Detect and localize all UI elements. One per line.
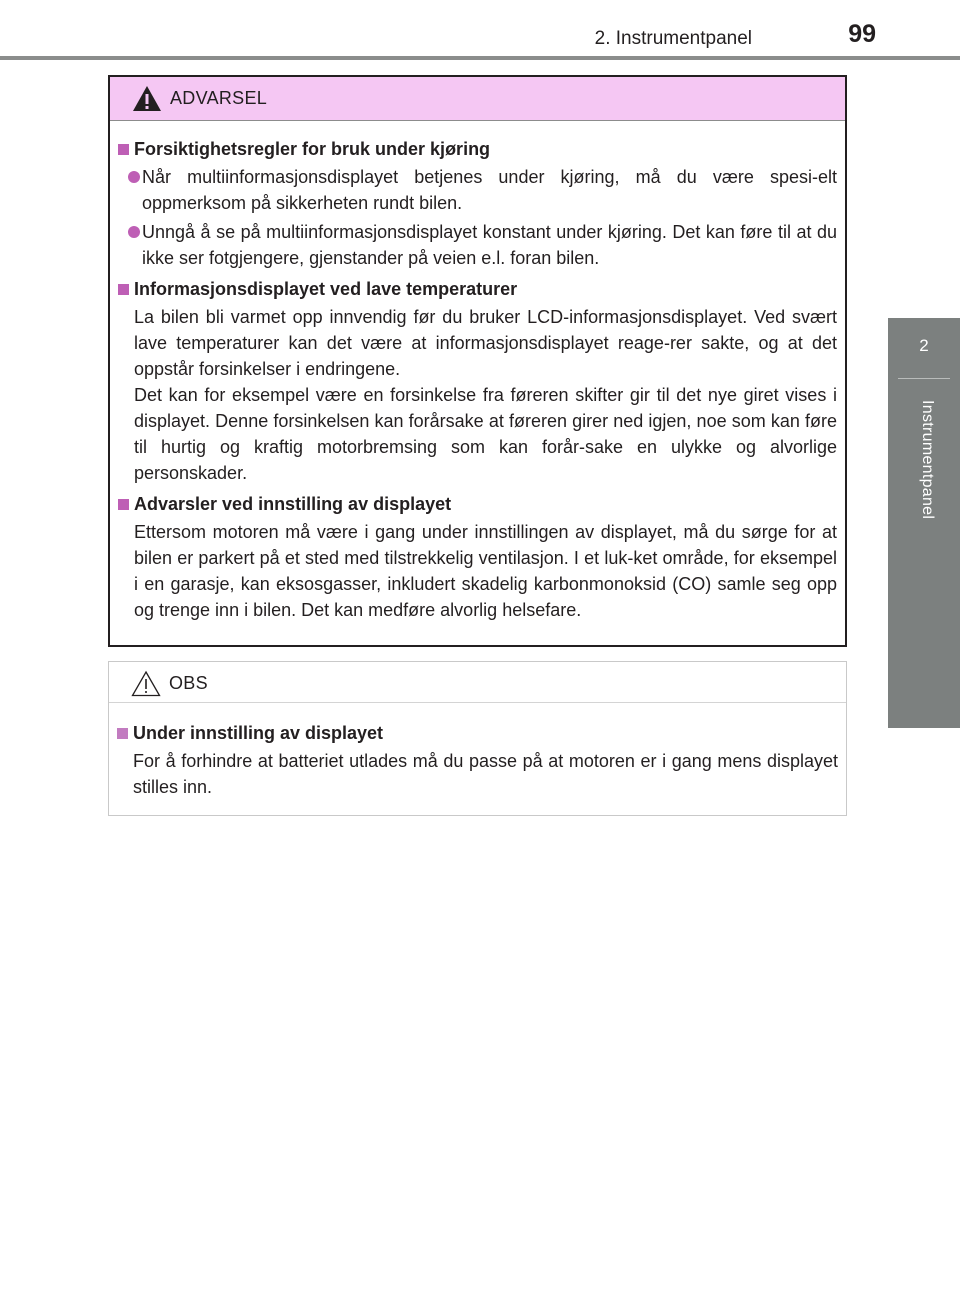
warning-header	[110, 77, 845, 121]
section-text: For å forhindre at batteriet utlades må du passe på at motoren er i gang mens displayet stilles inn.	[133, 751, 838, 797]
side-tab-divider	[898, 378, 950, 379]
square-bullet-icon	[118, 499, 129, 510]
warning-section-low-temperature	[118, 276, 837, 486]
section-title: Informasjonsdisplayet ved lave temperaturer	[118, 276, 837, 302]
notice-section-display-settings	[117, 720, 838, 800]
square-bullet-icon	[117, 728, 128, 739]
bullet-item: Unngå å se på multiinformasjonsdisplayet konstant under kjøring. Det kan føre til at du ikke ser fotgjengere, gjenstander på veien e.l. foran bilen.	[118, 219, 837, 271]
notice-title: OBS	[169, 673, 208, 693]
warning-box	[108, 75, 847, 647]
header-rule	[0, 56, 960, 60]
square-bullet-icon	[118, 284, 129, 295]
notice-box	[108, 661, 847, 816]
chapter-side-tab	[888, 318, 960, 728]
chapter-title: 2. Instrumentpanel	[594, 28, 752, 49]
warning-title: ADVARSEL	[170, 88, 268, 108]
warning-triangle-filled-icon	[132, 85, 162, 112]
section-text: La bilen bli varmet opp innvendig før du bruker LCD-informasjonsdisplayet. Ved svært lave temperaturer kan det være at informasjonsdisplayet reage-rer sakte, og at det oppstår forsinkelser i endringene. Det kan for eksempel være en forsinkelse fra føreren skifter gir til det nye giret vises i displayet. Denne forsinkelsen kan forårsake at føreren girer ned igjen, noe som kan føre til hurtig og kraftig motorbremsing som kan forår-sake en ulykke og alvorlige personskader.	[134, 307, 837, 483]
section-title: Forsiktighetsregler for bruk under kjøring	[118, 136, 837, 162]
warning-section-driving	[118, 136, 837, 271]
section-title: Advarsler ved innstilling av displayet	[118, 491, 837, 517]
section-title: Under innstilling av displayet	[117, 720, 838, 746]
side-tab-number: 2	[919, 336, 929, 355]
notice-body	[109, 703, 846, 800]
side-tab-label: Instrumentpanel	[919, 400, 936, 520]
section-text: Ettersom motoren må være i gang under innstillingen av displayet, må du sørge for at bilen er parkert på et sted med tilstrekkelig ventilasjon. I et luk-ket område, for eksempel i en garasje, kan eksosgasser, inkludert skadelig karbonmonoksid (CO) samle seg opp og trenge inn i bilen. Det kan medføre alvorlig helsefare.	[134, 522, 837, 620]
warning-section-display-settings	[118, 491, 837, 623]
page-number: 99	[848, 20, 876, 48]
page-header	[0, 0, 960, 62]
round-bullet-icon	[128, 226, 140, 238]
round-bullet-icon	[128, 171, 140, 183]
notice-header	[109, 662, 846, 703]
square-bullet-icon	[118, 144, 129, 155]
warning-body	[110, 121, 845, 623]
warning-triangle-outline-icon	[131, 670, 161, 697]
bullet-item: Når multiinformasjonsdisplayet betjenes under kjøring, må du være spesi-elt oppmerksom på sikkerheten rundt bilen.	[118, 164, 837, 216]
